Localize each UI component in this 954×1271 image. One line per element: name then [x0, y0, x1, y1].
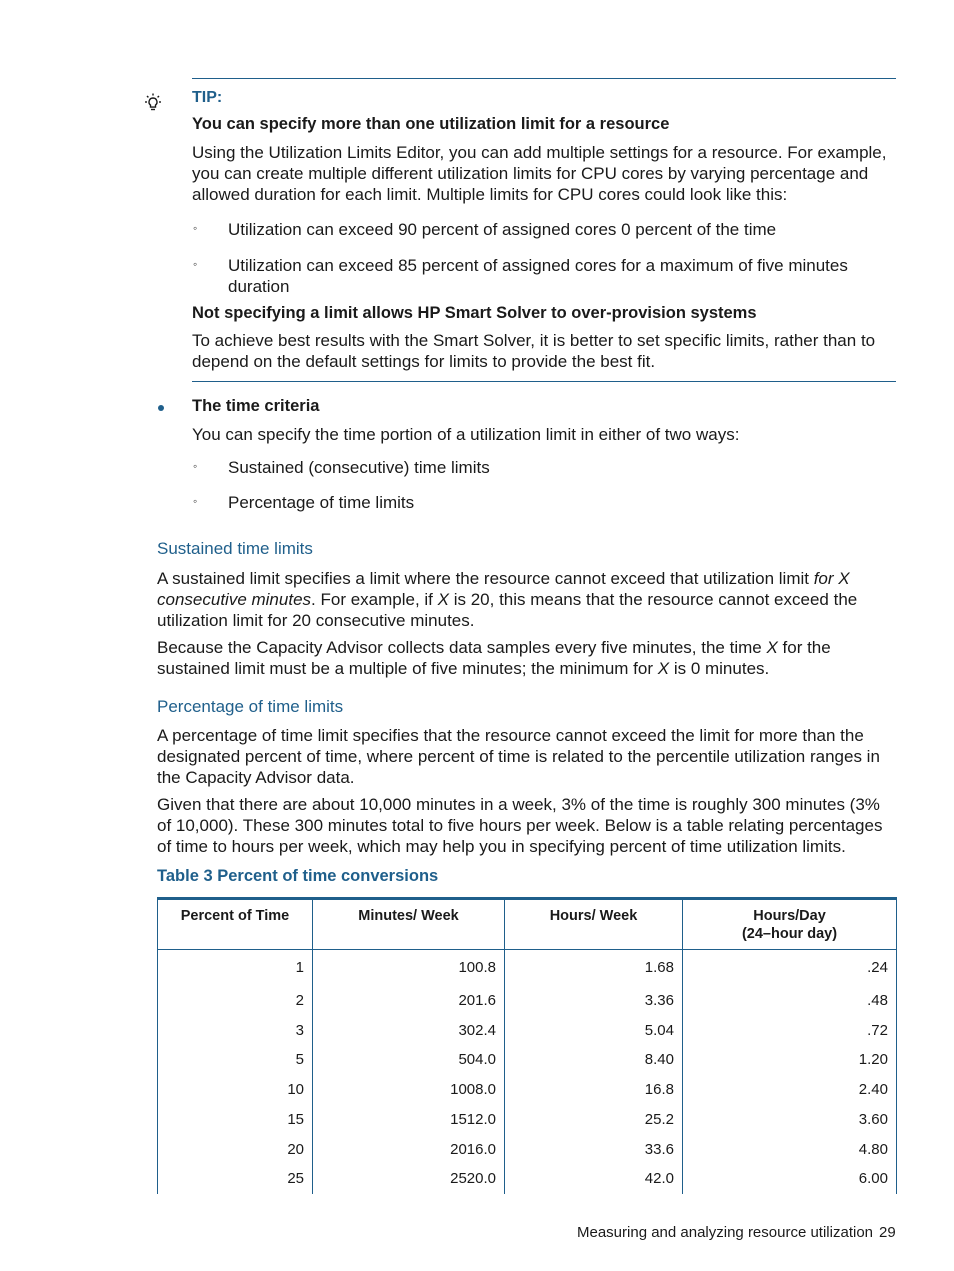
column-header-hours-week: Hours/ Week [505, 899, 683, 950]
table-row [158, 1075, 897, 1105]
table-cell: 1512.0 [313, 1105, 505, 1135]
percentage-heading: Percentage of time limits [157, 697, 344, 716]
table-title: Table 3 Percent of time conversions [157, 867, 439, 885]
table-cell: 8.40 [505, 1045, 683, 1075]
percentage-paragraph-1: A percentage of time limit specifies that the resource cannot exceed the limit for more than the designated percent of time, where percent of time is related to the percentile utilization ranges in the Capacity Advisor data. [157, 726, 880, 787]
time-criteria-intro: You can specify the time portion of a utilization limit in either of two ways: [192, 425, 740, 444]
column-header-percent: Percent of Time [158, 899, 313, 950]
tip-heading-over-provision: Not specifying a limit allows HP Smart Solver to over-provision systems [192, 304, 757, 322]
table-cell: 5.04 [505, 1016, 683, 1046]
tip-bottom-rule [192, 381, 896, 382]
table-row [158, 1105, 897, 1135]
table-cell: 42.0 [505, 1164, 683, 1194]
table-cell: 302.4 [313, 1016, 505, 1046]
percentage-paragraph-2: Given that there are about 10,000 minutes in a week, 3% of the time is roughly 300 minutes (3% of 10,000). These 300 minutes total to five hours per week. Below is a table relating percentages of time to hours per week, which may help you in specifying percent of time utilization limits. [157, 795, 883, 856]
column-header-minutes-week: Minutes/ Week [313, 899, 505, 950]
table-cell: 33.6 [505, 1135, 683, 1165]
table-cell: 2016.0 [313, 1135, 505, 1165]
column-header-hours-day [683, 899, 897, 950]
table-cell: 25 [158, 1164, 313, 1194]
time-criteria-title: The time criteria [192, 397, 320, 415]
table-cell: 2520.0 [313, 1164, 505, 1194]
footer-page-number: 29 [879, 1224, 896, 1241]
table-cell: .48 [683, 986, 897, 1016]
table-cell: 1.20 [683, 1045, 897, 1075]
tip-bullet-2: Utilization can exceed 85 percent of assigned cores for a maximum of five minutes duration [228, 256, 848, 296]
table-cell: 3.36 [505, 986, 683, 1016]
table-cell: 2.40 [683, 1075, 897, 1105]
column-header-hours-day-line1: Hours/Day [753, 908, 826, 924]
table-header-row [158, 899, 897, 950]
table-cell: 3 [158, 1016, 313, 1046]
table-cell: 15 [158, 1105, 313, 1135]
percent-time-conversions-table [157, 897, 897, 1194]
tip-top-rule [192, 78, 896, 79]
lightbulb-icon [142, 92, 164, 114]
table-cell: 10 [158, 1075, 313, 1105]
tip-paragraph-2: To achieve best results with the Smart Solver, it is better to set specific limits, rather than to depend on the default settings for limits to provide the best fit. [192, 331, 876, 371]
tip-paragraph-1: Using the Utilization Limits Editor, you can add multiple settings for a resource. For example, you can create multiple different utilization limits for CPU cores by varying percentage and allowed duration for each limit. Multiple limits for CPU cores could look like this: [192, 143, 887, 204]
table-cell: 3.60 [683, 1105, 897, 1135]
table-cell: .72 [683, 1016, 897, 1046]
time-criteria-item-percentage: Percentage of time limits [228, 493, 415, 512]
sub-bullet-marker: ◦ [193, 494, 198, 508]
table-cell: 100.8 [313, 950, 505, 987]
tip-label: TIP: [192, 89, 223, 106]
table-cell: 504.0 [313, 1045, 505, 1075]
tip-bullet-1: Utilization can exceed 90 percent of assigned cores 0 percent of the time [228, 220, 777, 239]
bullet-marker [158, 405, 164, 411]
table-cell: 1.68 [505, 950, 683, 987]
tip-heading-multiple-limits: You can specify more than one utilization limit for a resource [192, 115, 670, 133]
table-cell: 201.6 [313, 986, 505, 1016]
table-cell: 16.8 [505, 1075, 683, 1105]
table-row [158, 950, 897, 987]
table-cell: 20 [158, 1135, 313, 1165]
table-cell: 1008.0 [313, 1075, 505, 1105]
table-row [158, 1135, 897, 1165]
table-cell: 6.00 [683, 1164, 897, 1194]
tip-sub-bullet-marker: ◦ [193, 221, 198, 235]
table-cell: .24 [683, 950, 897, 987]
footer-section-title: Measuring and analyzing resource utilization [577, 1224, 874, 1241]
table-cell: 25.2 [505, 1105, 683, 1135]
table-cell: 5 [158, 1045, 313, 1075]
table-row [158, 1045, 897, 1075]
table-cell: 1 [158, 950, 313, 987]
sustained-paragraph-2: Because the Capacity Advisor collects data samples every five minutes, the time X for the sustained limit must be a multiple of five minutes; the minimum for X is 0 minutes. [157, 638, 831, 678]
sustained-paragraph-1: A sustained limit specifies a limit where the resource cannot exceed that utilization limit for X consecutive minutes. For example, if X is 20, this means that the resource cannot exceed the utilization limit for 20 consecutive minutes. [157, 569, 858, 630]
time-criteria-item-sustained: Sustained (consecutive) time limits [228, 458, 490, 477]
column-header-hours-day-line2: (24–hour day) [741, 926, 838, 942]
sustained-heading: Sustained time limits [157, 539, 313, 558]
tip-sub-bullet-marker: ◦ [193, 257, 198, 271]
sub-bullet-marker: ◦ [193, 459, 198, 473]
table-row [158, 1016, 897, 1046]
table-row [158, 986, 897, 1016]
table-cell: 2 [158, 986, 313, 1016]
table-cell: 4.80 [683, 1135, 897, 1165]
table-row [158, 1164, 897, 1194]
